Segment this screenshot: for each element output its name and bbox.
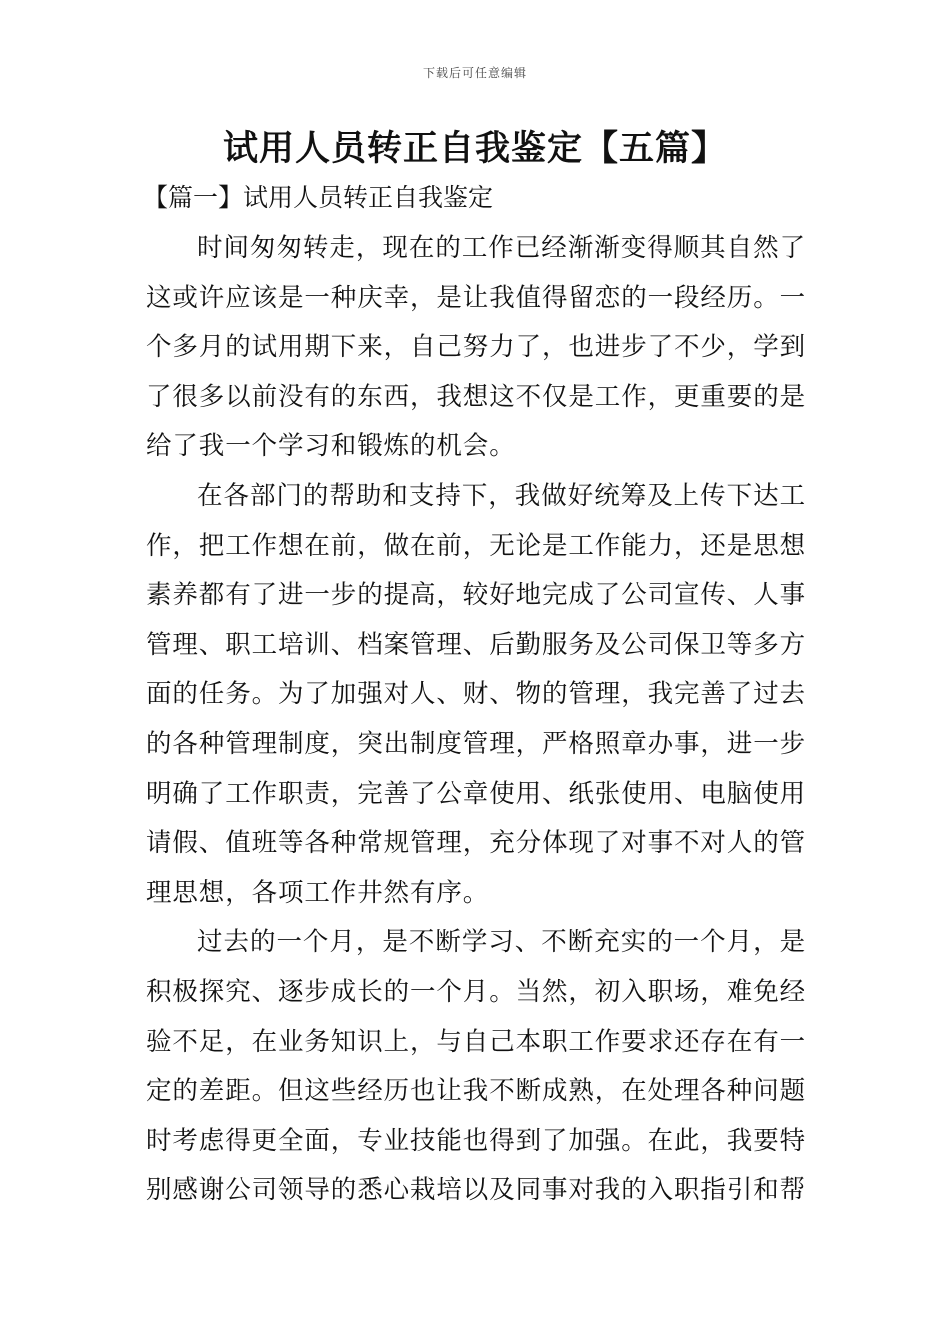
header-note: 下载后可任意编辑 — [422, 66, 527, 80]
paragraph-1: 时间匆匆转走，现在的工作已经渐渐变得顺其自然了这或许应该是一种庆幸，是让我值得留恋的一段经历。一个多月的试用期下来，自己努力了，也进步了不少，学到了很多以前没有的东西，我想这不仅是工作，更重要的是给了我一个学习和锻炼的机会。 — [146, 233, 807, 462]
document-body — [146, 224, 806, 1216]
document-title: 试用人员转正自我鉴定【五篇】 — [222, 129, 727, 169]
paragraph-3: 过去的一个月，是不断学习、不断充实的一个月，是积极探究、逐步成长的一个月。当然，初入职场，难免经验不足，在业务知识上，与自己本职工作要求还存在有一定的差距。但这些经历也让我不断成熟，在处理各种问题时考虑得更全面，专业技能也得到了加强。在此，我要特别感谢公司领导的悉心栽培以及同事对我的入职指引和帮 — [146, 927, 807, 1206]
section-heading: 【篇一】试用人员转正自我鉴定 — [143, 183, 494, 212]
paragraph-2: 在各部门的帮助和支持下，我做好统筹及上传下达工作，把工作想在前，做在前，无论是工作能力，还是思想素养都有了进一步的提高，较好地完成了公司宣传、人事管理、职工培训、档案管理、后勤服务及公司保卫等多方面的任务。为了加强对人、财、物的管理，我完善了过去的各种管理制度，突出制度管理，严格照章办事，进一步明确了工作职责，完善了公章使用、纸张使用、电脑使用请假、值班等各种常规管理，充分体现了对事不对人的管理思想，各项工作井然有序。 — [146, 480, 807, 908]
